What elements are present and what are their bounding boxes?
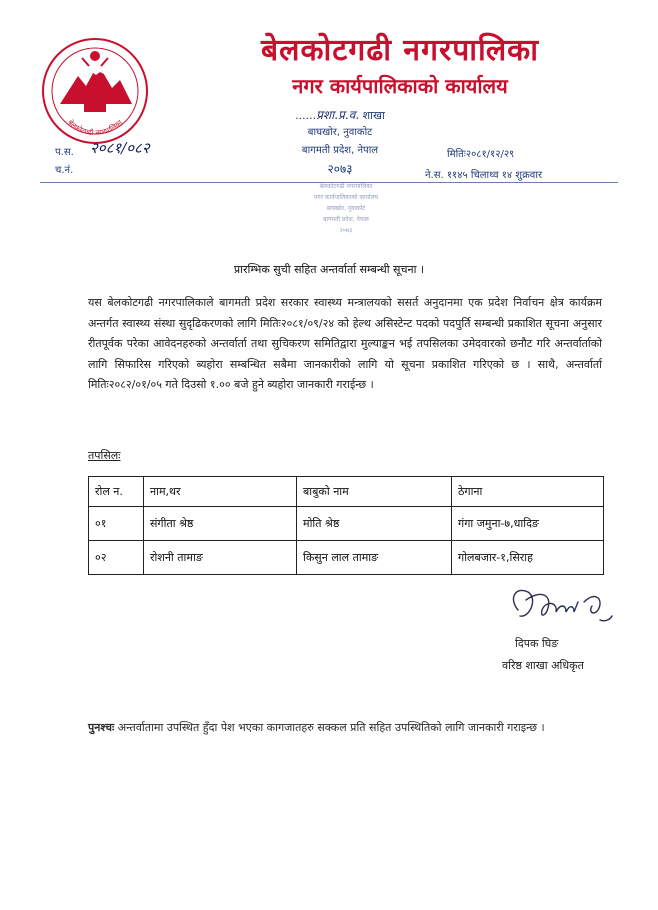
table-header-row bbox=[89, 477, 604, 507]
handwritten-signature bbox=[500, 580, 620, 636]
details-label: तपसिलः bbox=[88, 449, 121, 462]
header-roll-no: रोल न. bbox=[89, 477, 144, 507]
cell-father-name: किसुन लाल तामाङ bbox=[297, 541, 452, 575]
office-stamp bbox=[300, 176, 392, 246]
header-name: नाम,थर bbox=[144, 477, 297, 507]
organization-name: बेलकोटगढी नगरपालिका bbox=[261, 33, 539, 68]
svg-text:बेलकोटगढी नगरपालिका bbox=[66, 118, 124, 137]
cell-roll-no: ०१ bbox=[89, 507, 144, 541]
cell-roll-no: ०२ bbox=[89, 541, 144, 575]
signatory-name: दिपक घिङ bbox=[515, 637, 559, 650]
address-line-2: बागमती प्रदेश, नेपाल bbox=[301, 145, 379, 156]
header-address: ठेगाना bbox=[452, 477, 604, 507]
postscript-text: अन्तर्वातामा उपस्थित हुँदा पेश भएका कागजातहरु सक्कल प्रति सहित उपस्थितिको लागि जानकारी गराइन्छ । bbox=[117, 721, 545, 734]
header-father-name: बाबुको नाम bbox=[297, 477, 452, 507]
ref-label: प.स. bbox=[55, 147, 74, 158]
signatory-title: वरिष्ठ शाखा अधिकृत bbox=[502, 659, 584, 672]
nepal-sambat-date: ने.स. ११४५ चिलाथ्व १४ शुक्रवार bbox=[425, 170, 543, 181]
stamp-line-4: बागमती प्रदेश, नेपाल bbox=[323, 216, 369, 223]
postscript-label: पुनश्चः bbox=[88, 721, 115, 734]
office-name: नगर कार्यपालिकाको कार्यालय bbox=[292, 74, 508, 98]
stamp-line-2: नगर कार्यपालिकाको कार्यालय bbox=[313, 194, 379, 201]
cell-address: गंगा जमुना-७,धादिङ bbox=[452, 507, 604, 541]
stamp-line-3: बाघखोर, नुवाकोट bbox=[326, 205, 366, 212]
cell-name: संगीता श्रेष्ठ bbox=[144, 507, 297, 541]
chalan-label: च.नं. bbox=[55, 165, 74, 176]
established-year: २०७३ bbox=[327, 162, 353, 176]
section-handwritten: प्रशा.प्र.व. bbox=[316, 108, 360, 122]
candidate-table bbox=[88, 476, 604, 575]
cell-address: गोलबजार-१,सिराह bbox=[452, 541, 604, 575]
address-line-1: बाघखोर, नुवाकोट bbox=[307, 127, 373, 138]
issue-date: मितिः२०८१/१२/२९ bbox=[447, 149, 515, 160]
notice-title: प्रारम्भिक सुची सहित अन्तर्वार्ता सम्बन्धी सूचना । bbox=[233, 263, 425, 276]
section-prefix: ...... bbox=[295, 109, 317, 122]
cell-father-name: मोति श्रेष्ठ bbox=[297, 507, 452, 541]
table-row bbox=[89, 507, 604, 541]
emblem-text: बेलकोटगढी नगरपालिका bbox=[66, 118, 124, 138]
municipality-emblem bbox=[40, 36, 150, 146]
postscript-note bbox=[88, 716, 598, 739]
stamp-line-1: बेलकोटगढी नगरपालिका bbox=[319, 183, 373, 190]
ref-number: २०८१/०८२ bbox=[90, 139, 150, 157]
table-row bbox=[89, 541, 604, 575]
notice-body: यस बेलकोटगढी नगरपालिकाले बागमती प्रदेश सरकार स्वास्थ्य मन्त्रालयको ससर्त अनुदानमा एक प्रदेश निर्वाचन क्षेत्र कार्यक्रम अन्तर्गत स्वास्थ्य संस्था सुदृढिकरणको लागि मितिः२०८१/०९/२४ को हेल्थ असिस्टेन्ट पदको पदपुर्ति सम्बन्धी प्रकाशित सूचना अनुसार रीतपूर्वक परेका आवेदनहरुको अन्तर्वार्ता तथा सुचिकरण समितिद्वारा मुल्याङ्कन भई तपसिलका उमेदवारको छनौट गरि अन्तर्वार्ताको लागि सिफारिस गरिएको ब्यहोरा सम्बन्धित सबैमा जानकारीको लागि यो सूचना प्रकाशित गरिएको छ । साथै, अन्तर्वार्ता मितिः२०८२/०१/०५ गते दिउसो १.०० बजे हुने ब्यहोरा जानकारी गराईन्छ । bbox=[88, 296, 602, 391]
section-suffix: शाखा bbox=[362, 109, 385, 122]
cell-name: रोशनी तामाङ bbox=[144, 541, 297, 575]
section-line bbox=[250, 106, 430, 123]
stamp-line-5: २०७३ bbox=[339, 227, 353, 234]
